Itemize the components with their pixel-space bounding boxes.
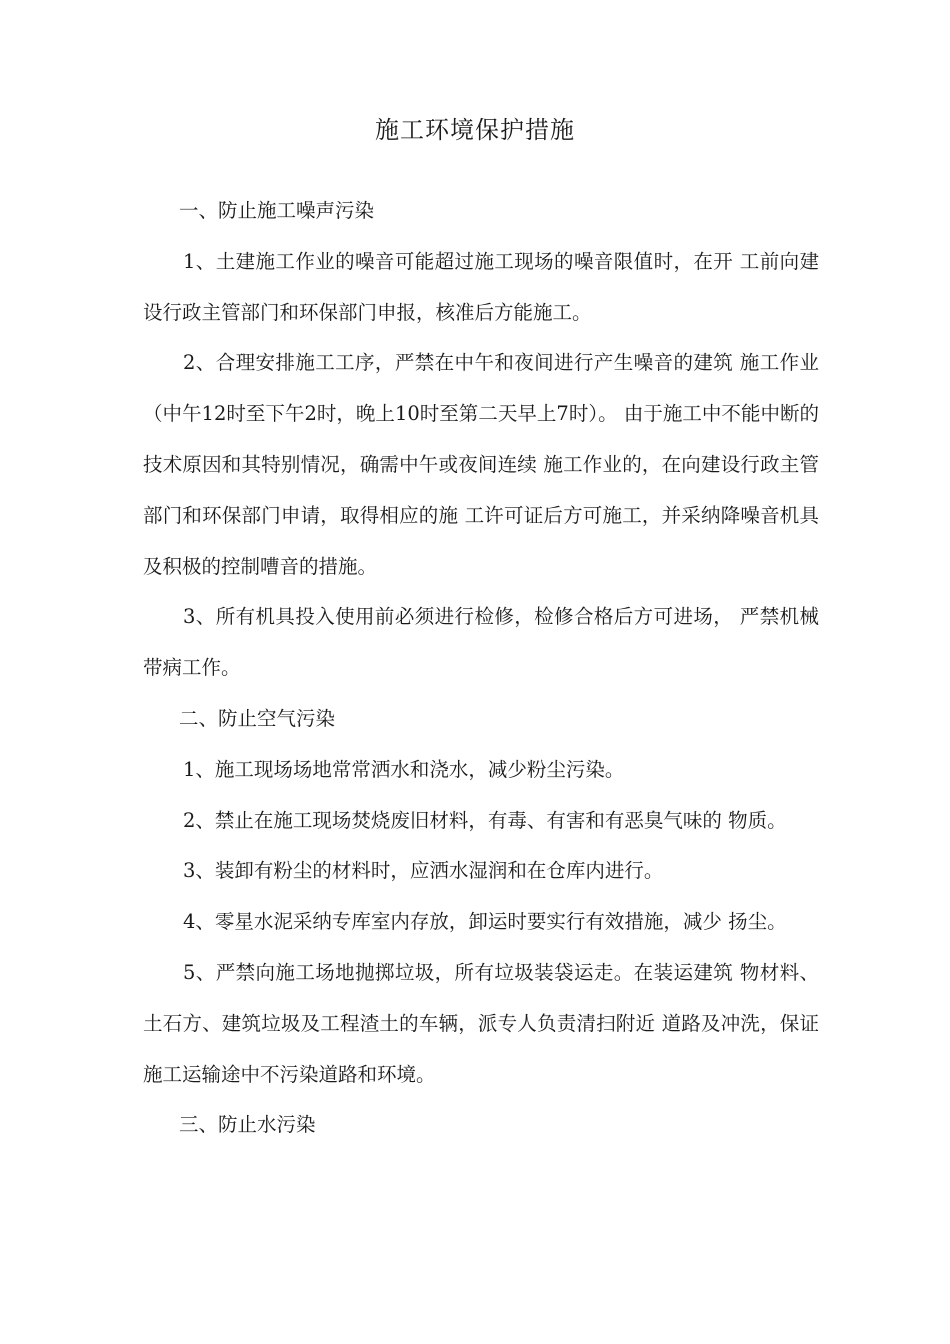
paragraph-air-4: 4、零星水泥采纳专库室内存放，卸运时要实行有效措施，减少 扬尘。 [183,910,787,934]
section-heading-water: 三、防止水污染 [179,1113,316,1137]
section-heading-air: 二、防止空气污染 [179,706,336,730]
document-body [143,186,819,1151]
paragraph-air-1: 1、施工现场场地常常洒水和浇水，减少粉尘污染。 [183,757,625,781]
paragraph-noise-2: 2、合理安排施工工序，严禁在中午和夜间进行产生噪音的建筑 施工作业（中午12时至下午2时，晚上10时至第二天早上7时）。 由于施工中不能中断的技术原因和其特别情况，确需中午或夜间连续 施工作业的，在向建设行政主管部门和环保部门申请，取得相应的施 工许可证后方可施工，并采纳降噪音机具及积极的控制嘈音的措施。 [143,351,819,578]
document-title: 施工环境保护措施 [375,116,575,144]
paragraph-noise-1: 1、土建施工作业的噪音可能超过施工现场的噪音限值时，在开 工前向建设行政主管部门和环保部门申报，核准后方能施工。 [143,249,819,324]
section-heading-noise: 一、防止施工噪声污染 [179,199,375,222]
paragraph-air-3: 3、装卸有粉尘的材料时，应洒水湿润和在仓库内进行。 [183,859,664,883]
paragraph-air-5: 5、严禁向施工场地抛掷垃圾，所有垃圾装袋运走。在装运建筑 物材料、土石方、建筑垃圾及工程渣土的车辆，派专人负责清扫附近 道路及冲洗，保证施工运输途中不污染道路和环境。 [143,960,819,1086]
paragraph-air-2: 2、禁止在施工现场焚烧废旧材料，有毒、有害和有恶臭气味的 物质。 [183,808,787,832]
paragraph-noise-3: 3、所有机具投入使用前必须进行检修，检修合格后方可进场， 严禁机械带病工作。 [143,605,819,680]
